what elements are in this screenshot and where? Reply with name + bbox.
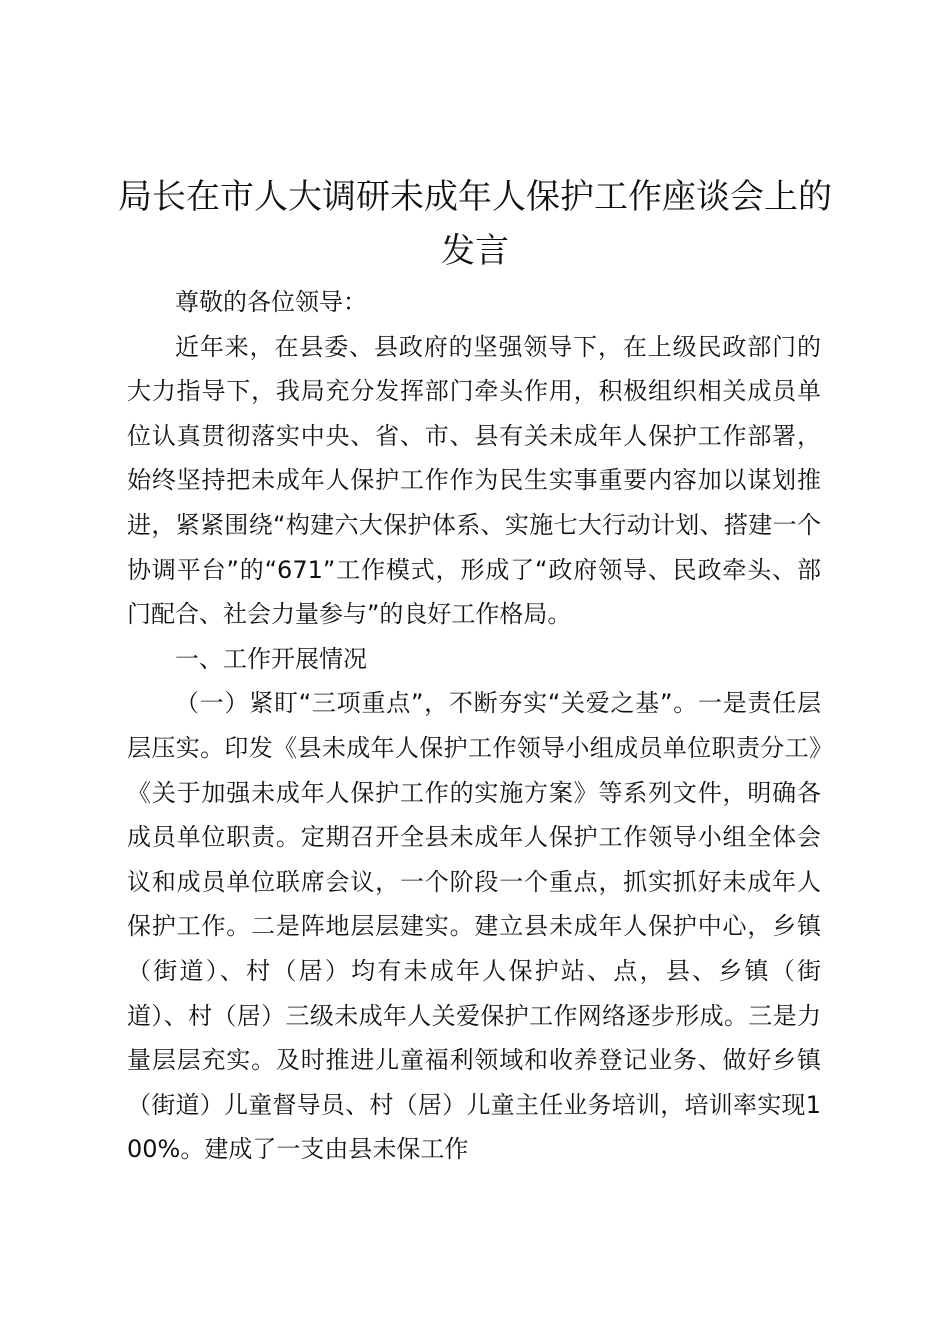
section-paragraph: （一）紧盯“三项重点”，不断夯实“关爱之基”。一是责任层层压实。印发《县未成年人保护工作领导小组成员单位职责分工》《关于加强未成年人保护工作的实施方案》等系列文件，明确各成员单位职责。定期召开全县未成年人保护工作领导小组全体会议和成员单位联席会议，一个阶段一个重点，抓实抓好未成年人保护工作。二是阵地层层建实。建立县未成年人保护中心，乡镇（街道）、村（居）均有未成年人保护站、点，县、乡镇（街道）、村（居）三级未成年人关爱保护工作网络逐步形成。三是力量层层充实。及时推进儿童福利领域和收养登记业务、做好乡镇（街道）儿童督导员、村（居）儿童主任业务培训，培训率实现100%。建成了一支由县未保工作 xyxy=(127,689,821,1164)
section-heading: 一、工作开展情况 xyxy=(175,644,367,673)
document-title: 局长在市人大调研未成年人保护工作座谈会上的发言 xyxy=(118,177,832,271)
document-body xyxy=(127,280,821,1172)
intro-paragraph: 近年来，在县委、县政府的坚强领导下，在上级民政部门的大力指导下，我局充分发挥部门牵头作用，积极组织相关成员单位认真贯彻落实中央、省、市、县有关未成年人保护工作部署，始终坚持把未成年人保护工作作为民生实事重要内容加以谋划推进，紧紧围绕“构建六大保护体系、实施七大行动计划、搭建一个协调平台”的“671”工作模式，形成了“政府领导、民政牵头、部门配合、社会力量参与”的良好工作格局。 xyxy=(127,332,821,629)
salutation: 尊敬的各位领导： xyxy=(175,288,367,316)
